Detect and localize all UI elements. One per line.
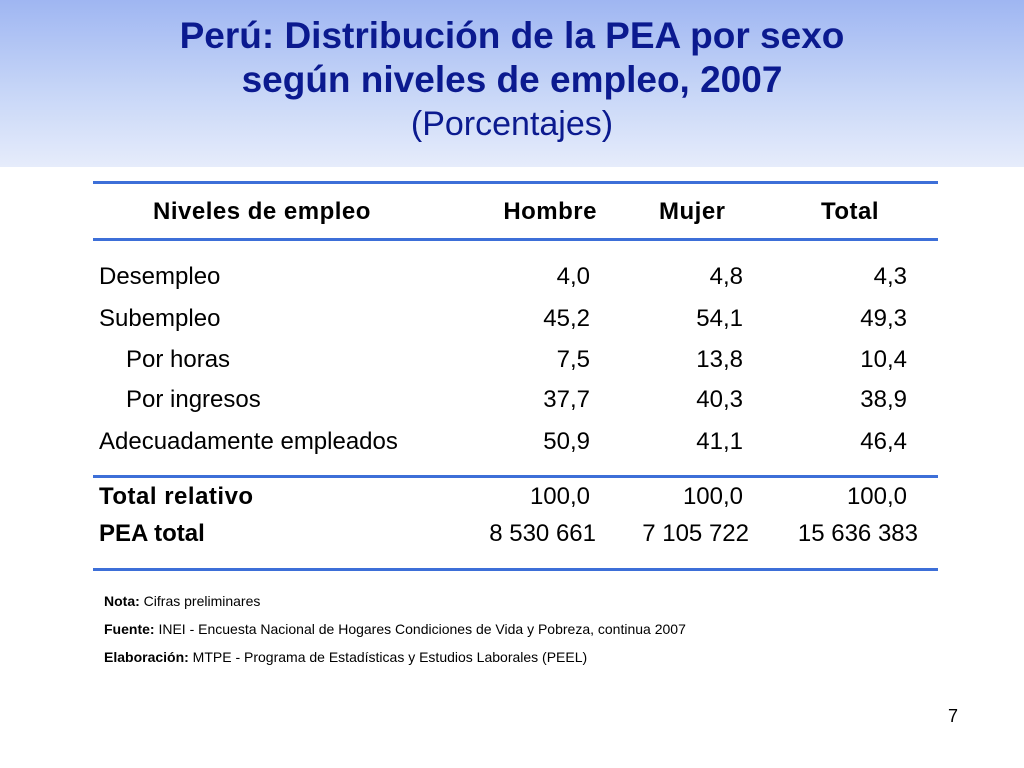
title-subtitle: (Porcentajes) — [410, 105, 614, 143]
column-header-hombre: Hombre — [503, 198, 597, 225]
row-label: Por ingresos — [126, 386, 261, 413]
title-line-2: según niveles de empleo, 2007 — [241, 59, 783, 100]
cell-hombre: 100,0 — [529, 483, 590, 510]
elaboration-text: MTPE - Programa de Estadísticas y Estudios Laborales (PEEL) — [188, 649, 588, 665]
cell-total: 10,4 — [860, 346, 907, 373]
note-line — [104, 592, 260, 610]
source-label: Fuente: — [104, 621, 155, 637]
table-bottom-rule — [93, 568, 938, 571]
cell-mujer: 100,0 — [682, 483, 743, 510]
cell-mujer: 40,3 — [696, 386, 743, 413]
source-line — [104, 620, 686, 638]
elaboration-line — [104, 648, 587, 666]
table-header-rule — [93, 238, 938, 241]
elaboration-label: Elaboración: — [104, 649, 189, 665]
column-header-niveles: Niveles de empleo — [153, 198, 371, 225]
column-header-total: Total — [821, 198, 880, 225]
slide-number: 7 — [948, 706, 959, 726]
cell-total: 100,0 — [846, 483, 907, 510]
cell-total: 4,3 — [873, 263, 907, 290]
cell-hombre: 7,5 — [556, 346, 590, 373]
cell-mujer: 4,8 — [709, 263, 743, 290]
note-text: Cifras preliminares — [139, 593, 261, 609]
title-line-1: Perú: Distribución de la PEA por sexo — [179, 15, 845, 56]
row-label: Por horas — [126, 346, 231, 373]
cell-hombre: 37,7 — [543, 386, 590, 413]
row-label: Total relativo — [99, 483, 254, 510]
cell-hombre: 50,9 — [543, 428, 590, 455]
cell-mujer: 13,8 — [696, 346, 743, 373]
cell-mujer: 7 105 722 — [642, 520, 749, 547]
column-header-mujer: Mujer — [659, 198, 726, 225]
slide-title — [0, 14, 1024, 144]
cell-mujer: 54,1 — [696, 305, 743, 332]
source-text: INEI - Encuesta Nacional de Hogares Condiciones de Vida y Pobreza, continua 2007 — [154, 621, 686, 637]
cell-hombre: 45,2 — [543, 305, 590, 332]
cell-hombre: 8 530 661 — [489, 520, 596, 547]
note-label: Nota: — [104, 593, 140, 609]
cell-hombre: 4,0 — [556, 263, 590, 290]
cell-total: 38,9 — [860, 386, 907, 413]
cell-total: 15 636 383 — [797, 520, 918, 547]
row-label: Desempleo — [99, 263, 221, 290]
row-label: Subempleo — [99, 305, 221, 332]
table-top-rule — [93, 181, 938, 184]
row-label: Adecuadamente empleados — [99, 428, 398, 455]
row-label: PEA total — [99, 520, 205, 547]
cell-mujer: 41,1 — [696, 428, 743, 455]
cell-total: 46,4 — [860, 428, 907, 455]
cell-total: 49,3 — [860, 305, 907, 332]
table-totals-rule — [93, 475, 938, 478]
